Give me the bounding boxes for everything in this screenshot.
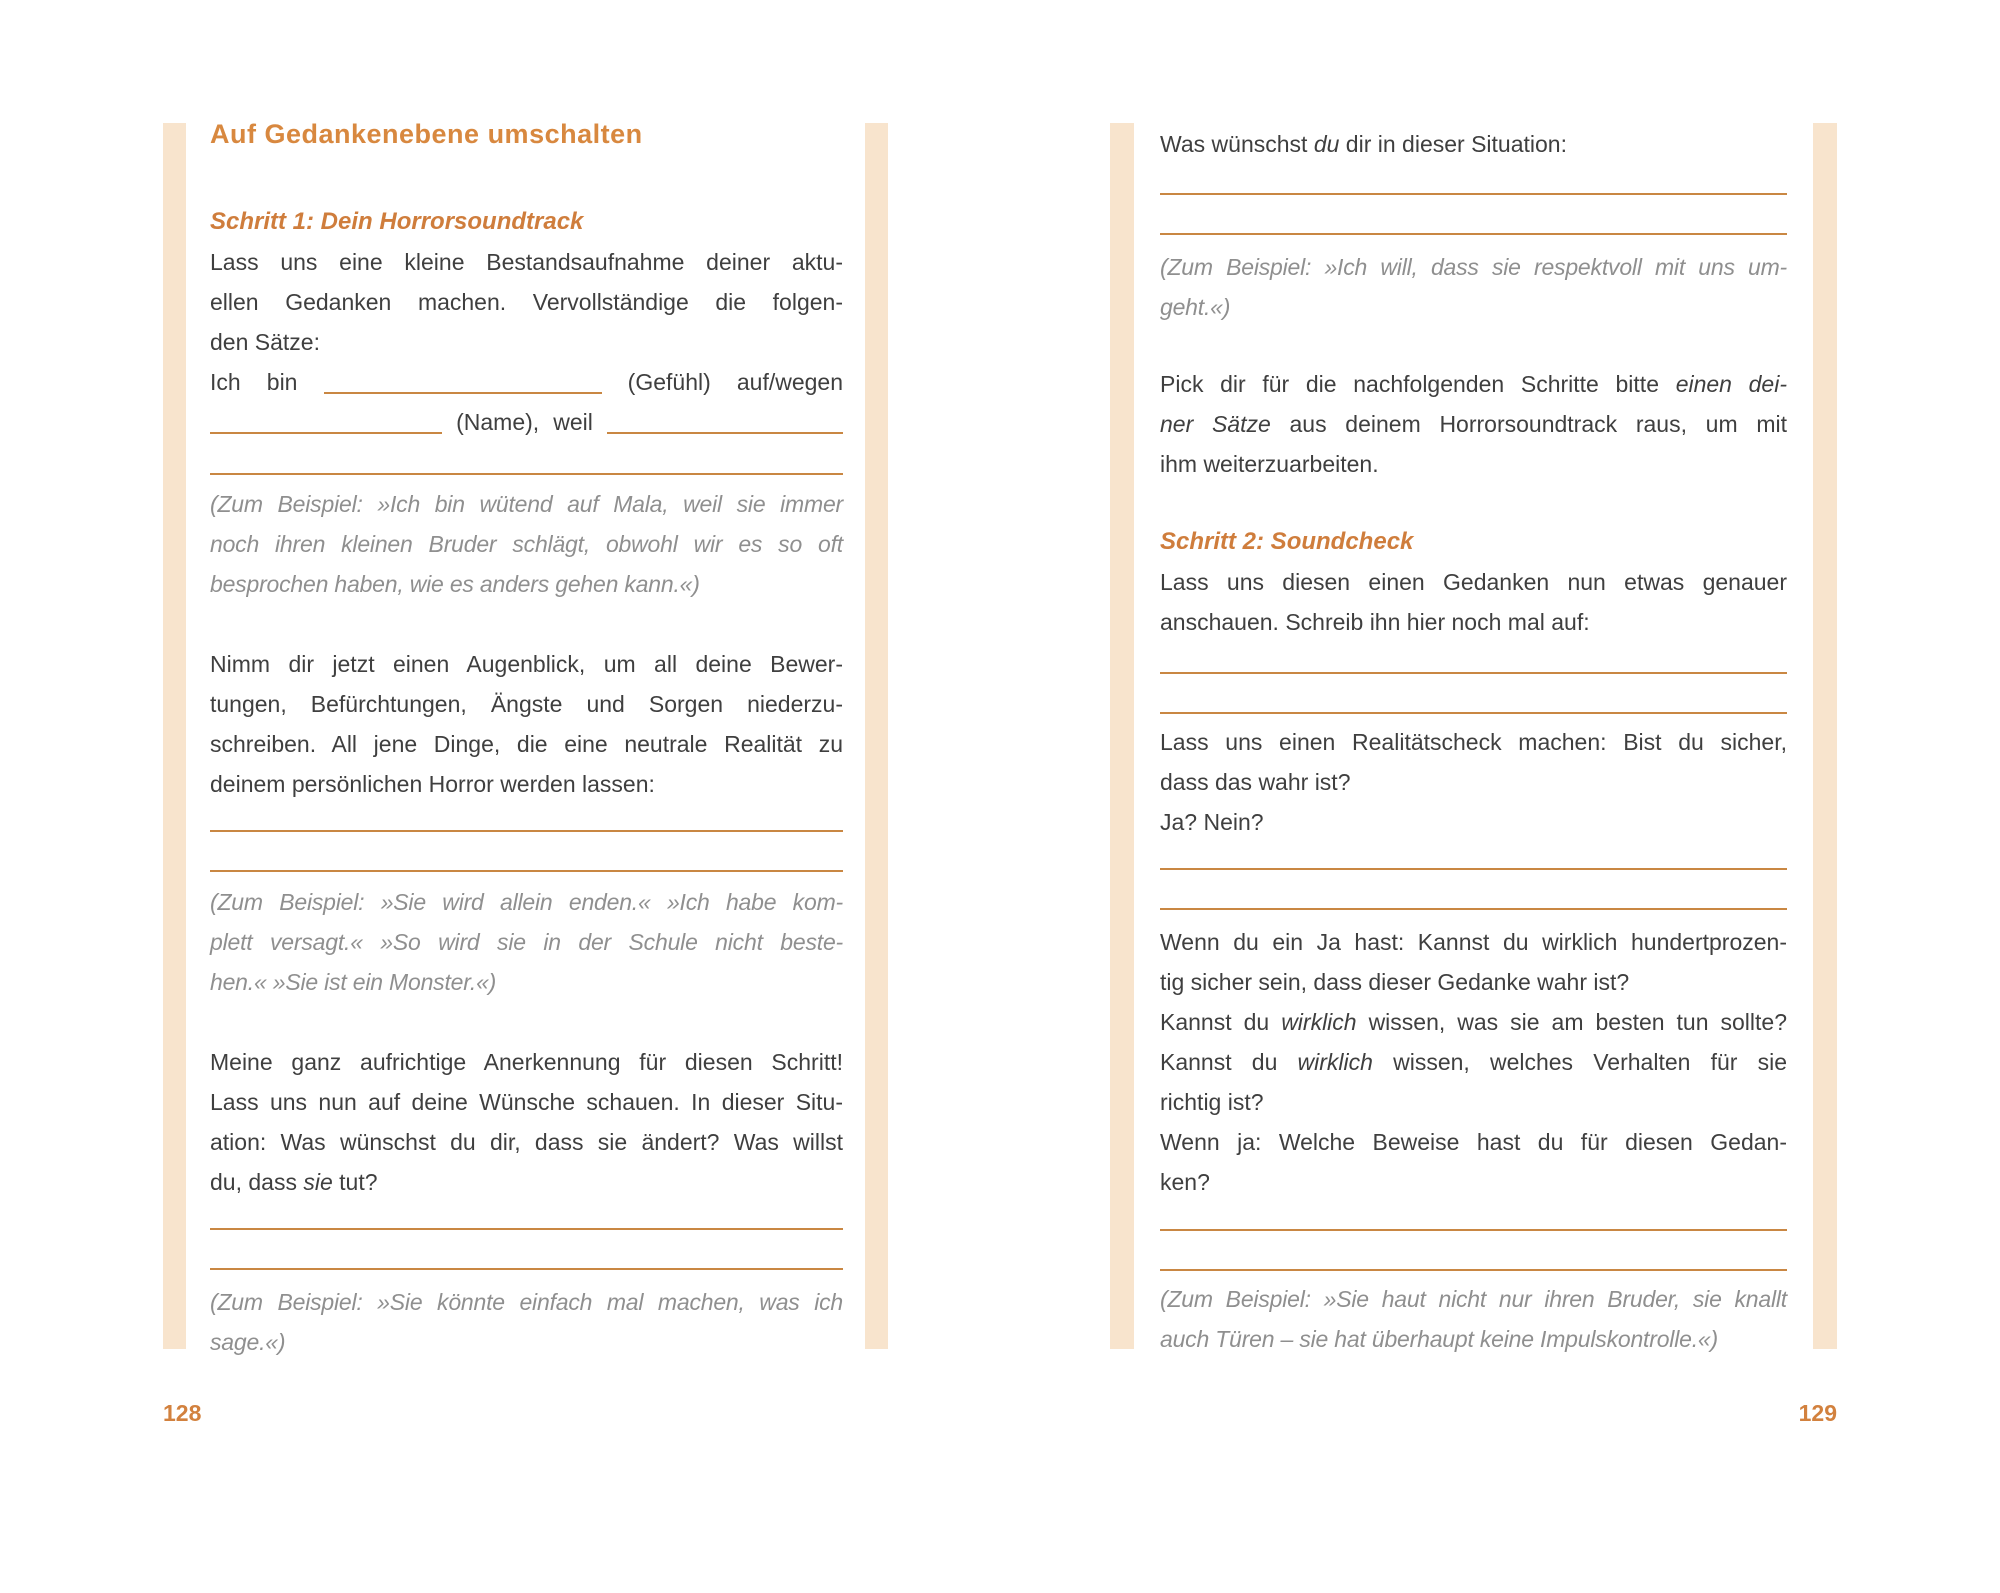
writing-line [1160, 233, 1787, 235]
fill-in-line: (Name), weil [210, 402, 843, 442]
text-line: Lass uns nun auf deine Wünsche schauen. In dieser Situ- [210, 1089, 843, 1115]
example-paragraph [210, 882, 843, 1002]
text-line: tig sicher sein, dass dieser Gedanke wahr ist? [1160, 969, 1630, 995]
paragraph [210, 242, 843, 362]
text-line: tungen, Befürchtungen, Ängste und Sorgen niederzu- [210, 691, 843, 717]
example-line: noch ihren kleinen Bruder schlägt, obwohl wir es so oft [210, 531, 843, 557]
text-line: den Sätze: [210, 329, 320, 355]
text-line: ellen Gedanken machen. Vervollständige die folgen- [210, 289, 843, 315]
left-page-right-margin-bar [865, 123, 888, 1349]
text-line: Lass uns diesen einen Gedanken nun etwas genauer [1160, 569, 1787, 595]
example-paragraph [210, 484, 843, 604]
writing-line [1160, 712, 1787, 714]
page-number-left: 128 [163, 1400, 202, 1426]
text-line: ner Sätze aus deinem Horrorsoundtrack raus, um mit [1160, 411, 1788, 437]
text-line: Wenn du ein Ja hast: Kannst du wirklich hundertprozen- [1160, 929, 1787, 955]
text-line: schreiben. All jene Dinge, die eine neutrale Realität zu [210, 731, 843, 757]
example-line: plett versagt.« »So wird sie in der Schule nicht beste- [210, 929, 843, 955]
fill-in-blank [324, 390, 602, 394]
step2-heading: Schritt 2: Soundcheck [1160, 528, 1414, 555]
text-line: Nimm dir jetzt einen Augenblick, um all deine Bewer- [210, 651, 843, 677]
writing-line [1160, 908, 1787, 910]
example-line: besprochen haben, wie es anders gehen kann.«) [210, 571, 700, 597]
writing-line [210, 1268, 843, 1270]
text-line: Ja? Nein? [1160, 809, 1264, 835]
text-line: ihm weiterzuarbeiten. [1160, 451, 1379, 477]
text-line: ation: Was wünschst du dir, dass sie ändert? Was willst [210, 1129, 843, 1155]
paragraph [1160, 124, 1787, 164]
page-number-right: 129 [1798, 1400, 1837, 1426]
text-line: Wenn ja: Welche Beweise hast du für diesen Gedan- [1160, 1129, 1787, 1155]
example-line: auch Türen – sie hat überhaupt keine Impulskontrolle.«) [1160, 1326, 1718, 1352]
text-line: anschauen. Schreib ihn hier noch mal auf: [1160, 609, 1590, 635]
fill-in-blank [607, 430, 843, 434]
text-line: Was wünschst du dir in dieser Situation: [1160, 131, 1567, 157]
left-page-left-margin-bar [163, 123, 186, 1349]
right-page-right-margin-bar [1813, 123, 1837, 1349]
fill-in-sentence [210, 362, 843, 442]
text-line: richtig ist? [1160, 1089, 1264, 1115]
text-line: dass das wahr ist? [1160, 769, 1351, 795]
example-paragraph [1160, 1279, 1787, 1359]
text-line: Kannst du wirklich wissen, welches Verhalten für sie [1160, 1049, 1787, 1075]
writing-line [210, 870, 843, 872]
paragraph [210, 644, 843, 804]
text-line: deinem persönlichen Horror werden lassen: [210, 771, 655, 797]
text-line: Kannst du wirklich wissen, was sie am besten tun sollte? [1160, 1009, 1787, 1035]
writing-line [210, 830, 843, 832]
writing-line [1160, 672, 1787, 674]
example-paragraph [210, 1282, 843, 1362]
example-line: (Zum Beispiel: »Ich will, dass sie respektvoll mit uns um- [1160, 254, 1787, 280]
fill-in-blank [210, 430, 442, 434]
example-line: (Zum Beispiel: »Sie könnte einfach mal machen, was ich [210, 1289, 843, 1315]
text-line: Pick dir für die nachfolgenden Schritte bitte einen dei- [1160, 371, 1787, 397]
text-line: Meine ganz aufrichtige Anerkennung für diesen Schritt! [210, 1049, 843, 1075]
writing-line [1160, 1229, 1787, 1231]
paragraph [1160, 562, 1787, 642]
writing-line [1160, 193, 1787, 195]
text-line: du, dass sie tut? [210, 1169, 378, 1195]
writing-line [210, 1228, 843, 1230]
step1-heading: Schritt 1: Dein Horrorsoundtrack [210, 208, 584, 235]
example-line: geht.«) [1160, 294, 1231, 320]
right-page-left-margin-bar [1110, 123, 1134, 1349]
chapter-title: Auf Gedankenebene umschalten [210, 119, 643, 149]
example-line: (Zum Beispiel: »Sie wird allein enden.« »Ich habe kom- [210, 889, 843, 915]
fill-in-line: Ich bin (Gefühl) auf/wegen [210, 369, 843, 395]
paragraph [1160, 364, 1787, 484]
example-line: sage.«) [210, 1329, 286, 1355]
text-line: ken? [1160, 1169, 1210, 1195]
writing-line [1160, 868, 1787, 870]
example-paragraph [1160, 247, 1787, 327]
paragraph [1160, 922, 1787, 1202]
writing-line [1160, 1269, 1787, 1271]
example-line: hen.« »Sie ist ein Monster.«) [210, 969, 497, 995]
paragraph [210, 1042, 843, 1202]
text-line: Lass uns eine kleine Bestandsaufnahme deiner aktu- [210, 249, 843, 275]
text-line: Lass uns einen Realitätscheck machen: Bist du sicher, [1160, 729, 1787, 755]
writing-line [210, 473, 843, 475]
example-line: (Zum Beispiel: »Sie haut nicht nur ihren Bruder, sie knallt [1160, 1286, 1787, 1312]
example-line: (Zum Beispiel: »Ich bin wütend auf Mala, weil sie immer [210, 491, 843, 517]
paragraph [1160, 722, 1787, 842]
